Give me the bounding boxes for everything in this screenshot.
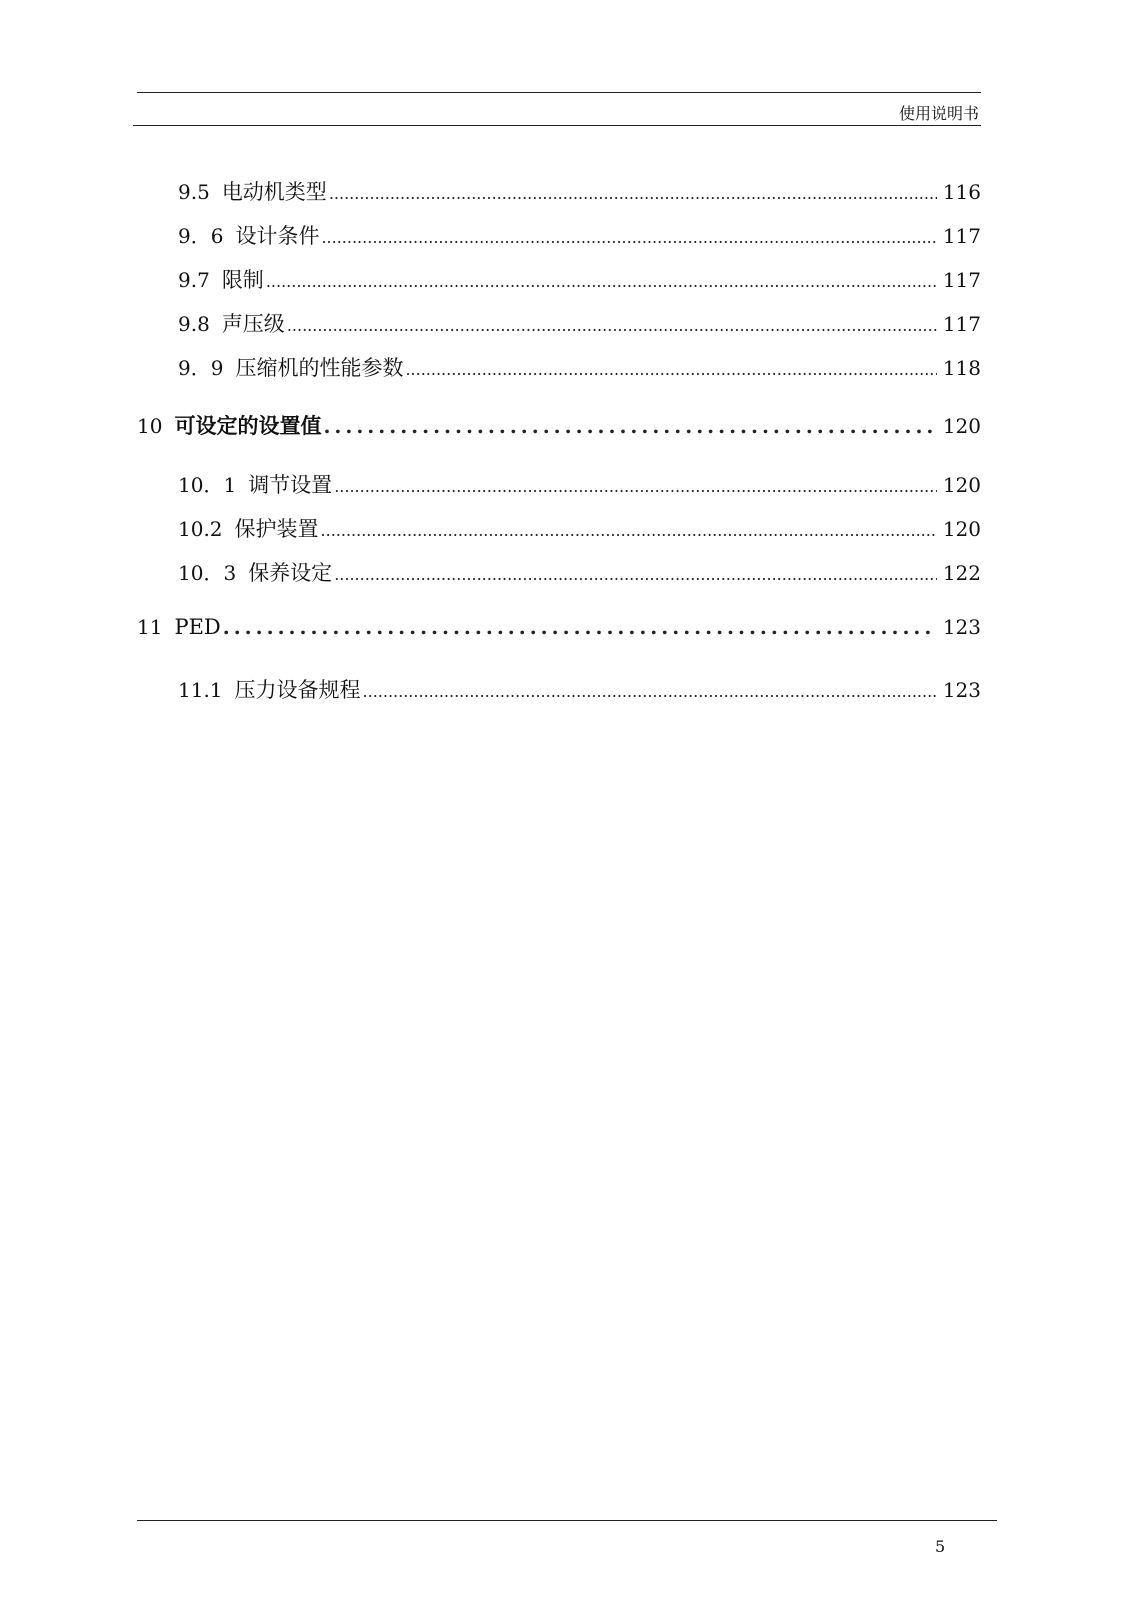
toc-entry-page: 123 <box>942 615 981 639</box>
toc-entry-page: 120 <box>942 473 981 497</box>
header-rule-top <box>137 92 981 93</box>
toc-entry-number: 10.2 <box>178 517 223 541</box>
page-number: 5 <box>935 1537 946 1556</box>
toc-entry-page: 120 <box>942 517 981 541</box>
toc-entry-page: 120 <box>942 414 981 438</box>
toc-leader-dots <box>329 184 937 203</box>
toc-leader-dots <box>223 615 937 639</box>
toc-entry-title: 设计条件 <box>235 224 320 248</box>
toc-entry-number: 11 <box>137 615 163 639</box>
footer-rule <box>137 1520 997 1521</box>
toc-entry[interactable] <box>178 557 981 587</box>
toc-entry-title: 保护装置 <box>234 517 319 541</box>
header-rule-bottom <box>133 125 981 126</box>
toc-entry-number: 9.5 <box>178 180 210 204</box>
toc-leader-dots <box>321 521 937 540</box>
toc-entry[interactable] <box>178 469 981 499</box>
toc-entry-title: 声压级 <box>221 312 285 336</box>
toc-entry-number: 9.7 <box>178 268 210 292</box>
toc-entry-page: 123 <box>942 678 981 702</box>
toc-entry-number: 10．3 <box>178 561 237 585</box>
toc-entry-number: 9．6 <box>178 224 224 248</box>
toc-entry-number: 10 <box>137 414 163 438</box>
toc-entry-number: 9．9 <box>178 356 224 380</box>
toc-entry-title: 压缩机的性能参数 <box>235 356 404 380</box>
toc-entry-page: 122 <box>942 561 981 585</box>
toc-leader-dots <box>266 272 937 291</box>
toc-entry[interactable] <box>178 176 981 206</box>
header-title: 使用说明书 <box>898 104 979 123</box>
toc-leader-dots <box>334 477 937 496</box>
toc-entry-title: 电动机类型 <box>221 180 327 204</box>
toc-entry-title: 压力设备规程 <box>234 678 361 702</box>
toc-entry-page: 118 <box>942 356 981 380</box>
toc-leader-dots <box>287 316 937 335</box>
toc-entry-title: 限制 <box>221 268 264 292</box>
toc-entry[interactable] <box>178 674 981 704</box>
toc-entry-number: 9.8 <box>178 312 210 336</box>
toc-entry-page: 117 <box>942 268 981 292</box>
toc-entry[interactable] <box>178 220 981 250</box>
toc-chapter-entry[interactable] <box>137 615 981 645</box>
toc-entry-title: PED <box>174 615 221 639</box>
toc-entry-number: 10．1 <box>178 473 237 497</box>
toc-entry-title: 保养设定 <box>248 561 333 585</box>
toc-entry-page: 117 <box>942 224 981 248</box>
toc-entry[interactable] <box>178 308 981 338</box>
toc-entry-title: 调节设置 <box>248 473 333 497</box>
toc-entry[interactable] <box>178 352 981 382</box>
toc-leader-dots <box>321 228 936 247</box>
toc-leader-dots <box>334 565 937 584</box>
toc-chapter-entry[interactable] <box>137 410 981 440</box>
toc-entry-number: 11.1 <box>178 678 223 702</box>
toc-entry[interactable] <box>178 513 981 543</box>
toc-leader-dots <box>363 682 937 701</box>
toc-entry-title: 可设定的设置值 <box>174 413 322 438</box>
toc-leader-dots <box>405 360 936 379</box>
toc-entry[interactable] <box>178 264 981 294</box>
toc-leader-dots <box>323 414 936 438</box>
toc-entry-page: 116 <box>942 180 981 204</box>
toc-entry-page: 117 <box>942 312 981 336</box>
